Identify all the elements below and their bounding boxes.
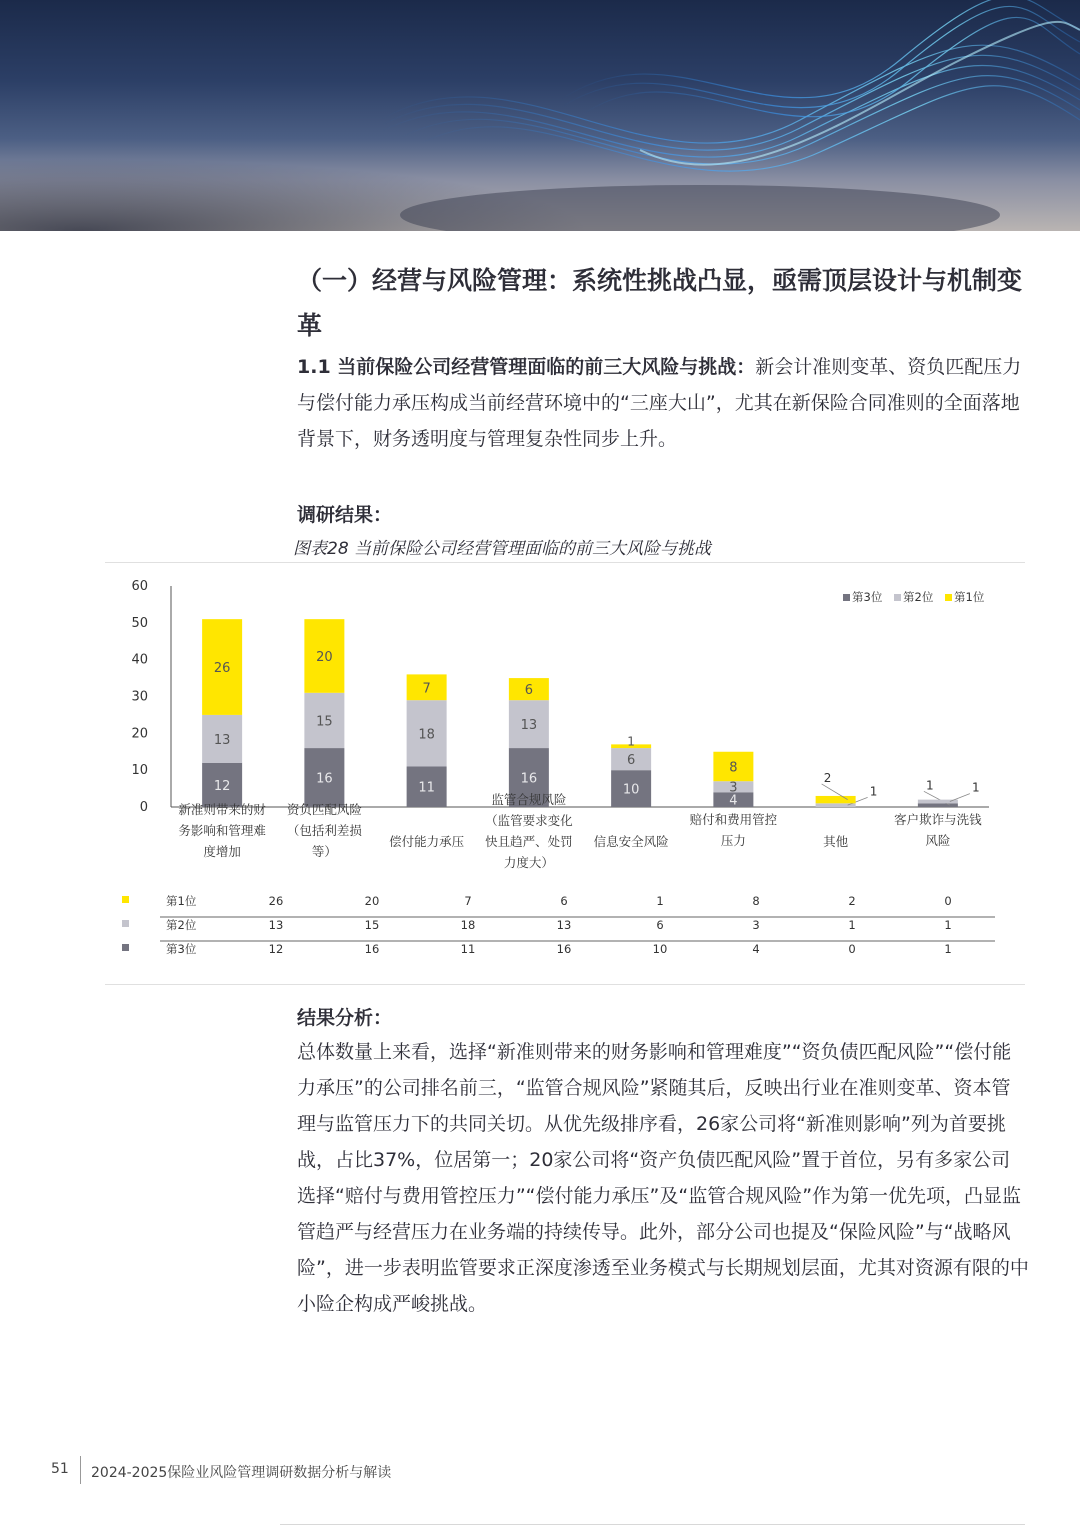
x-category-label: 赔付和费用管控 [689, 812, 778, 827]
y-tick-label: 0 [139, 800, 148, 815]
x-category-label: 快且趋严、处罚 [485, 834, 573, 849]
table-cell: 11 [460, 942, 476, 956]
bar-segment [918, 803, 958, 807]
table-cell: 18 [460, 918, 476, 932]
abstract-wave-graphic [0, 0, 1080, 231]
x-category-label: 监管合规风险 [491, 792, 567, 807]
stacked-bar-chart [105, 570, 1025, 980]
analysis-paragraph: 总体数量上来看，选择“新准则带来的财务影响和管理难度”“资负债匹配风险”“偿付能力承压”的公司排名前三，“监管合规风险”紧随其后，反映出行业在准则变革、资本管理与监管压力下的共同关切。从优先级排序看，26家公司将“新准则影响”列为首要挑战，占比37%，位居第一；20家公司将“资产负债匹配风险”置于首位，另有多家公司选择“赔付与费用管控压力”“偿付能力承压”及“监管合规风险”作为第一优先项，凸显监管趋严与经营压力在业务端的持续传导。此外，部分公司也提及“保险风险”与“战略风险”，进一步表明监管要求正深度渗透至业务模式与长期规划层面，尤其对资源有限的中小险企构成严峻挑战。 [297, 1041, 1029, 1315]
table-swatch [122, 944, 129, 951]
survey-heading: 调研结果： [297, 504, 393, 526]
legend-swatch [945, 594, 952, 601]
analysis-heading: 结果分析： [297, 1007, 393, 1029]
bar-data-label: 1 [926, 778, 934, 793]
bar-data-label: 4 [729, 793, 738, 809]
intro-paragraph [297, 349, 1029, 457]
table-cell: 16 [556, 942, 572, 956]
table-cell: 7 [464, 894, 472, 908]
bar-data-label: 2 [823, 770, 832, 785]
table-cell: 10 [652, 942, 668, 956]
x-category-label: 风险 [925, 833, 951, 848]
footer-separator [80, 1456, 81, 1484]
table-row-label: 第2位 [166, 918, 197, 932]
figure-caption: 图表28 当前保险公司经营管理面临的前三大风险与挑战 [293, 539, 712, 559]
bar-data-label: 18 [418, 727, 435, 743]
table-cell: 13 [556, 918, 572, 932]
x-category-label: 务影响和管理难 [178, 823, 266, 838]
table-cell: 12 [268, 942, 284, 956]
x-category-label: 压力 [720, 833, 746, 848]
y-tick-label: 10 [131, 763, 148, 779]
y-tick-label: 50 [131, 615, 148, 631]
table-cell: 16 [364, 942, 380, 956]
footer-report-title: 2024-2025保险业风险管理调研数据分析与解读 [91, 1465, 392, 1481]
table-row-label: 第1位 [166, 894, 197, 908]
x-category-label: 力度大） [503, 855, 554, 870]
legend-swatch [894, 594, 901, 601]
chart-top-divider [105, 562, 1025, 563]
bar-data-label: 20 [316, 649, 333, 665]
table-cell: 15 [364, 918, 380, 932]
table-row-label: 第3位 [166, 942, 197, 956]
table-cell: 2 [848, 894, 856, 908]
bar-data-label: 12 [213, 778, 231, 794]
bar-segment [816, 803, 856, 807]
table-cell: 6 [656, 918, 664, 932]
x-category-label: 资负匹配风险 [286, 802, 362, 817]
x-category-label: 等） [311, 844, 337, 859]
bar-data-label: 10 [622, 782, 640, 798]
table-cell: 6 [560, 894, 568, 908]
table-cell: 8 [752, 894, 760, 908]
bar-data-label: 6 [524, 683, 534, 699]
table-cell: 0 [944, 894, 952, 908]
x-category-label: 客户欺诈与洗钱 [894, 812, 982, 827]
legend-swatch [843, 594, 850, 601]
bar-data-label: 11 [418, 780, 435, 796]
bar-data-label: 16 [316, 771, 333, 787]
section-title: （一）经营与风险管理：系统性挑战凸显，亟需顶层设计与机制变革 [297, 266, 1023, 340]
bar-data-label: 1 [869, 784, 878, 799]
table-cell: 20 [364, 894, 380, 908]
table-swatch [122, 920, 129, 927]
leader-line [950, 794, 970, 802]
legend-label: 第1位 [954, 590, 985, 604]
table-cell: 1 [656, 894, 664, 908]
page-number: 51 [51, 1461, 69, 1477]
bar-data-label: 1 [972, 780, 980, 795]
bar-data-label: 1 [627, 734, 635, 749]
bar-data-label: 6 [626, 753, 636, 769]
bar-data-label: 8 [729, 760, 738, 776]
bar-data-label: 13 [520, 718, 538, 734]
header-banner-image [0, 0, 1080, 231]
table-cell: 13 [268, 918, 284, 932]
table-cell: 0 [848, 942, 856, 956]
bar-data-label: 15 [316, 714, 333, 730]
bar-data-label: 3 [729, 780, 738, 796]
intro-text: 新会计准则变革、资负匹配压力与偿付能力承压构成当前经营环境中的“三座大山”，尤其在新保险合同准则的全面落地背景下，财务透明度与管理复杂性同步上升。 [297, 356, 1022, 450]
table-cell: 1 [944, 918, 952, 932]
bar-data-label: 13 [213, 732, 231, 748]
x-category-label: 度增加 [203, 844, 241, 859]
y-tick-label: 60 [131, 579, 148, 594]
bar-data-label: 16 [520, 771, 538, 787]
x-category-label: 新准则带来的财 [178, 802, 266, 817]
chart-bottom-divider [105, 984, 1025, 985]
bar-segment [918, 800, 958, 804]
x-category-label: 其他 [823, 834, 849, 849]
y-tick-label: 20 [131, 726, 148, 742]
y-tick-label: 40 [131, 652, 148, 668]
x-category-label: 偿付能力承压 [389, 834, 465, 849]
x-category-label: 信息安全风险 [593, 834, 669, 849]
footer-rule [280, 1524, 1025, 1525]
table-swatch [122, 896, 129, 903]
bar-segment [816, 796, 856, 803]
table-cell: 4 [752, 942, 760, 956]
bar-data-label: 26 [213, 661, 231, 677]
y-tick-label: 30 [131, 689, 148, 705]
x-category-label: （监管要求变化 [485, 813, 573, 828]
table-cell: 1 [944, 942, 952, 956]
legend-label: 第3位 [852, 590, 883, 604]
x-category-label: （包括利差损 [286, 823, 362, 838]
legend-label: 第2位 [903, 590, 934, 604]
bar-data-label: 7 [422, 681, 431, 697]
table-cell: 3 [752, 918, 760, 932]
table-cell: 1 [848, 918, 856, 932]
intro-lead: 1.1 当前保险公司经营管理面临的前三大风险与挑战： [297, 356, 756, 378]
table-cell: 26 [268, 894, 284, 908]
